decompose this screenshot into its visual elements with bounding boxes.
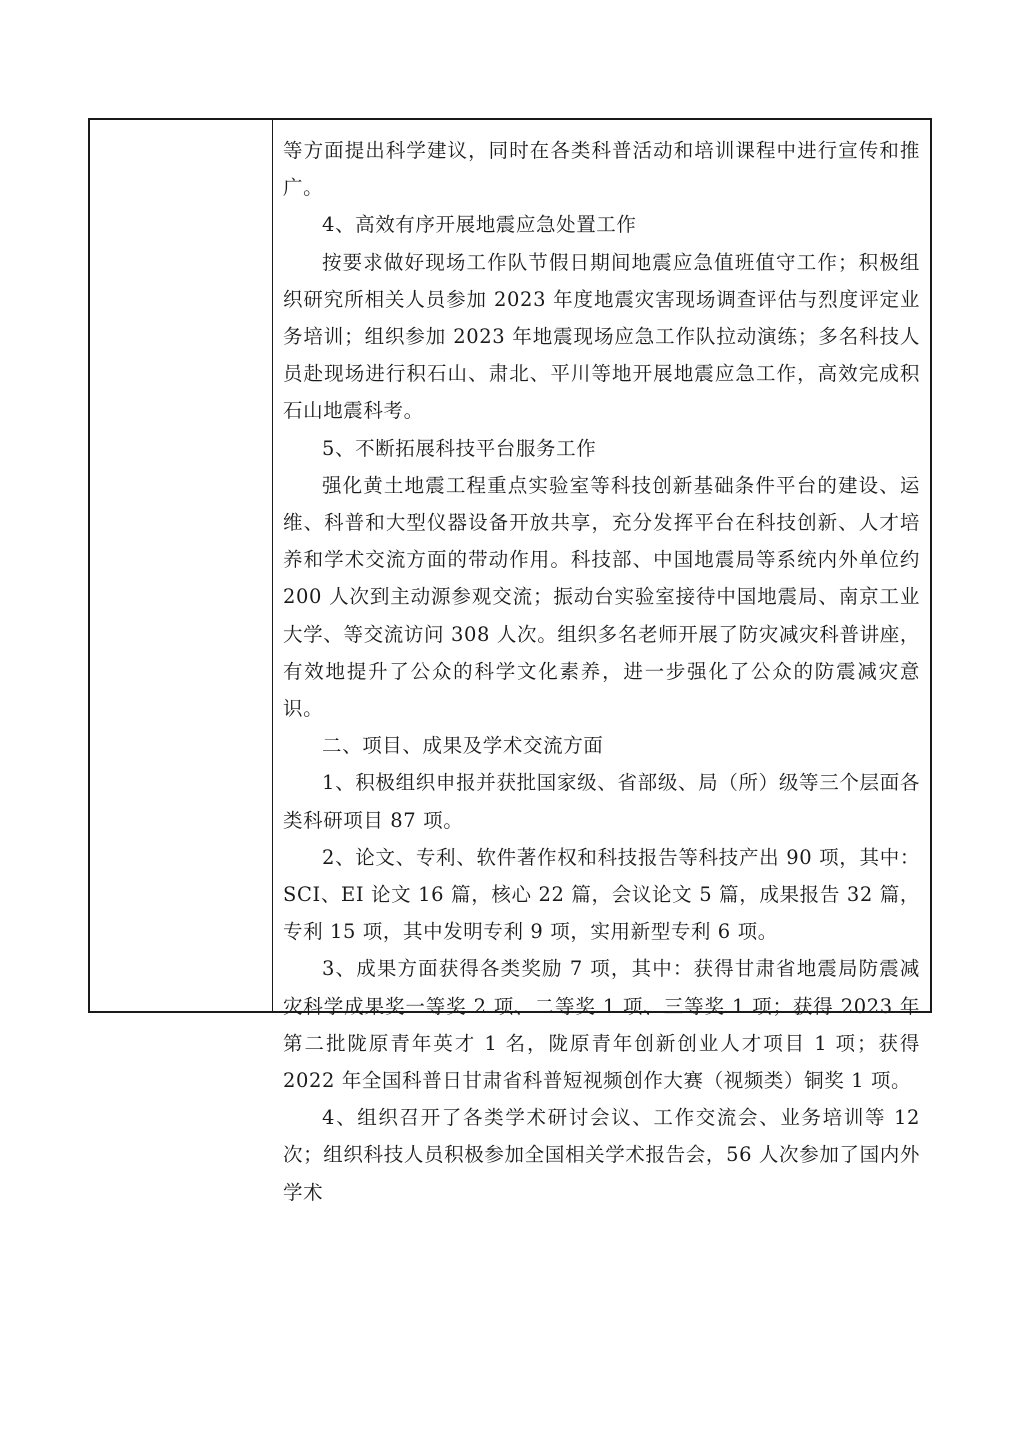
section-heading-emergency: 4、高效有序开展地震应急处置工作 <box>322 213 637 237</box>
table-content-column <box>273 120 930 1204</box>
paragraph-awards: 3、成果方面获得各类奖励 7 项，其中：获得甘肃省地震局防震减灾科学成果奖一等奖 2 项、二等奖 1 项、三等奖 1 项；获得 2023 年第二批陇原青年英才 1 名，陇原青年创新创业人才项目 1 项；获得 2022 年全国科普日甘肃省科普短视频创作大赛（视频类）铜奖 1 项。 <box>283 957 920 1093</box>
paragraph-outputs: 2、论文、专利、软件著作权和科技报告等科技产出 90 项，其中：SCI、EI 论文 16 篇，核心 22 篇，会议论文 5 篇，成果报告 32 篇，专利 15 项，其中发明专利 9 项，实用新型专利 6 项。 <box>283 845 920 944</box>
report-table <box>88 118 932 1204</box>
paragraph-projects: 1、积极组织申报并获批国家级、省部级、局（所）级等三个层面各类科研项目 87 项。 <box>283 771 920 832</box>
section-heading-projects: 二、项目、成果及学术交流方面 <box>322 734 604 758</box>
paragraph-emergency: 按要求做好现场工作队节假日期间地震应急值班值守工作；积极组织研究所相关人员参加 2023 年度地震灾害现场调查评估与烈度评定业务培训；组织参加 2023 年地震现场应急工作队拉动演练；多名科技人员赴现场进行积石山、肃北、平川等地开展地震应急工作，高效完成积石山地震科考。 <box>283 250 920 423</box>
paragraph-exchange: 4、组织召开了各类学术研讨会议、工作交流会、业务培训等 12 次；组织科技人员积极参加全国相关学术报告会，56 人次参加了国内外学术 <box>283 1106 920 1204</box>
paragraph-continuation: 等方面提出科学建议，同时在各类科普活动和培训课程中进行宣传和推广。 <box>283 139 920 200</box>
paragraph-platform: 强化黄土地震工程重点实验室等科技创新基础条件平台的建设、运维、科普和大型仪器设备开放共享，充分发挥平台在科技创新、人才培养和学术交流方面的带动作用。科技部、中国地震局等系统内外单位约 200 人次到主动源参观交流；振动台实验室接待中国地震局、南京工业大学、等交流访问 308 人次。组织多名老师开展了防灾减灾科普讲座，有效地提升了公众的科学文化素养，进一步强化了公众的防震减灾意识。 <box>283 473 920 721</box>
section-heading-platform: 5、不断拓展科技平台服务工作 <box>322 436 597 460</box>
table-label-column <box>90 120 273 1011</box>
